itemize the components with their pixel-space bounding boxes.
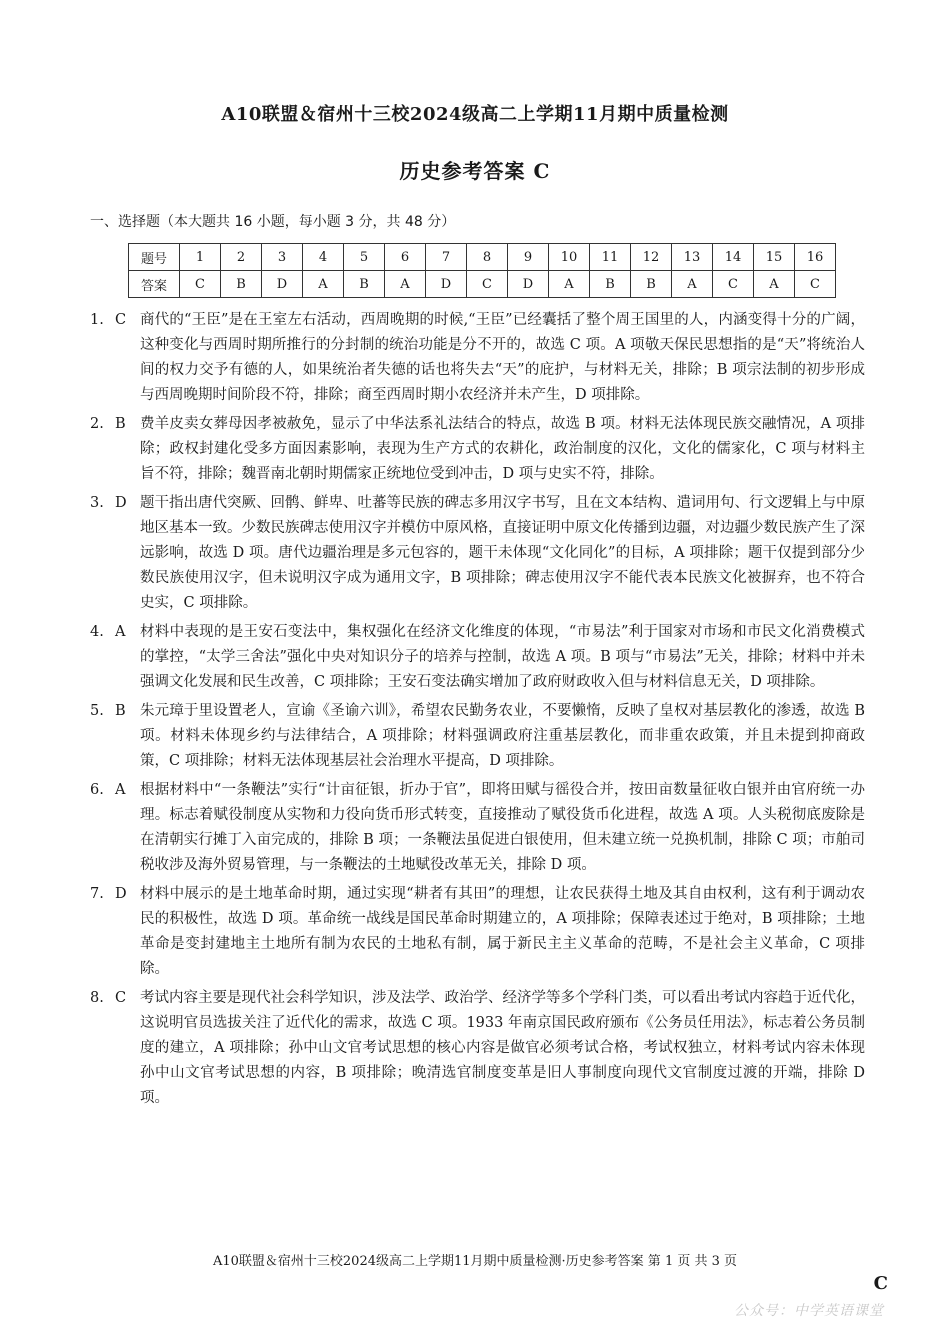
- explanation-text: 材料中展示的是土地革命时期，通过实现“耕者有其田”的理想，让农民获得土地及其自由权利，这有利于调动农民的积极性，故选 D 项。革命统一战线是国民革命时期建立的，A 项排除；保障表述过于绝对，B 项排除；土地革命是变封建地主土地所有制为农民的土地私有制，属于新民主主义革命的范畴，不是社会主义革命，C 项排除。: [140, 886, 865, 977]
- question-explanation: [90, 778, 865, 878]
- explanation-text: 考试内容主要是现代社会科学知识，涉及法学、政治学、经济学等多个学科门类，可以看出考试内容趋于近代化，这说明官员选拔关注了近代化的需求，故选 C 项。1933 年南京国民政府颁布《公务员任用法》，标志着公务员制度的建立，A 项排除；孙中山文官考试思想的核心内容是做官必须考试合格，考试权独立，材料考试内容未体现孙中山文官考试思想的内容，B 项排除；晚清选官制度变革是旧人事制度向现代文官制度过渡的开端，排除 D 项。: [140, 990, 865, 1106]
- row-label-number: 题号: [129, 244, 180, 271]
- answer-cell: B: [344, 271, 385, 298]
- question-explanation: [90, 882, 865, 982]
- question-answer: A: [115, 624, 126, 640]
- section-heading: 一、选择题（本大题共 16 小题，每小题 3 分，共 48 分）: [90, 214, 456, 230]
- answer-cell: A: [303, 271, 344, 298]
- question-number-cell: 7: [426, 244, 467, 271]
- explanation-text: 费羊皮卖女葬母因孝被赦免，显示了中华法系礼法结合的特点，故选 B 项。材料无法体现民族交融情况，A 项排除；政权封建化受多方面因素影响，表现为生产方式的农耕化，政治制度的汉化，文化的儒家化，C 项与材料主旨不符，排除；魏晋南北朝时期儒家正统地位受到冲击，D 项与史实不符，排除。: [140, 416, 865, 482]
- question-answer: C: [115, 312, 127, 328]
- question-number-cell: 3: [262, 244, 303, 271]
- answer-cell: B: [221, 271, 262, 298]
- answer-table: [128, 243, 836, 298]
- question-number-cell: 9: [508, 244, 549, 271]
- question-explanation: [90, 699, 865, 774]
- question-answer: C: [115, 990, 127, 1006]
- explanation-text: 题干指出唐代突厥、回鹘、鲜卑、吐蕃等民族的碑志多用汉字书写，且在文本结构、遣词用句、行文逻辑上与中原地区基本一致。少数民族碑志使用汉字并模仿中原风格，直接证明中原文化传播到边疆，对边疆少数民族产生了深远影响，故选 D 项。唐代边疆治理是多元包容的，题干未体现“文化同化”的目标，A 项排除；题干仅提到部分少数民族使用汉字，但未说明汉字成为通用文字，B 项排除；碑志使用汉字不能代表本民族文化被摒弃，也不符合史实，C 项排除。: [140, 495, 865, 611]
- page-title: A10联盟＆宿州十三校2024级高二上学期11月期中质量检测: [221, 104, 729, 125]
- question-number: 3.: [90, 495, 104, 511]
- question-number: 1.: [90, 312, 104, 328]
- question-number: 4.: [90, 624, 104, 640]
- question-explanation: [90, 620, 865, 695]
- explanation-text: 商代的“王臣”是在王室左右活动，西周晚期的时候,“王臣”已经囊括了整个周王国里的人，内涵变得十分的广阔，这种变化与西周时期所推行的分封制的统治功能是分不开的，故选 C 项。A 项敬天保民思想指的是“天”将统治人间的权力交予有德的人，如果统治者失德的话也将失去“天”的庇护，与材料无关，排除；B 项宗法制的初步形成与西周晚期时间阶段不符，排除；商至西周时期小农经济并未产生，D 项排除。: [140, 312, 865, 403]
- question-number-cell: 15: [754, 244, 795, 271]
- explanation-text: 根据材料中“一条鞭法”实行“计亩征银，折办于官”，即将田赋与徭役合并，按田亩数量征收白银并由官府统一办理。标志着赋役制度从实物和力役向货币形式转变，直接推动了赋役货币化进程，故选 A 项。人头税彻底废除是在清朝实行摊丁入亩完成的，排除 B 项；一条鞭法虽促进白银使用，但未建立统一兑换机制，排除 C 项；市舶司税收涉及海外贸易管理，与一条鞭法的土地赋役改革无关，排除 D 项。: [140, 782, 865, 873]
- answer-cell: A: [672, 271, 713, 298]
- answer-cell: C: [467, 271, 508, 298]
- answer-cell: D: [426, 271, 467, 298]
- question-number-cell: 8: [467, 244, 508, 271]
- page-footer: A10联盟＆宿州十三校2024级高二上学期11月期中质量检测·历史参考答案 第 1 页 共 3 页: [212, 1254, 738, 1269]
- explanation-text: 朱元璋于里设置老人，宣谕《圣谕六训》，希望农民勤务农业，不要懒惰，反映了皇权对基层教化的渗透，故选 B 项。材料未体现乡约与法律结合，A 项排除；材料强调政府注重基层教化，而非重农政策，并且未提到抑商政策，C 项排除；材料无法体现基层社会治理水平提高，D 项排除。: [140, 703, 865, 769]
- question-answer: A: [115, 782, 126, 798]
- question-explanation: [90, 986, 865, 1111]
- answer-cell: A: [549, 271, 590, 298]
- answer-cell: A: [385, 271, 426, 298]
- question-explanation: [90, 412, 865, 487]
- question-answer: B: [115, 703, 126, 719]
- question-number-cell: 4: [303, 244, 344, 271]
- question-number-cell: 11: [590, 244, 631, 271]
- question-number-cell: 1: [180, 244, 221, 271]
- answer-cell: C: [180, 271, 221, 298]
- answer-table-number-row: [129, 244, 836, 271]
- question-explanations: [90, 308, 865, 1115]
- question-number: 7.: [90, 886, 104, 902]
- question-number-cell: 10: [549, 244, 590, 271]
- question-number-cell: 6: [385, 244, 426, 271]
- question-answer: D: [115, 495, 127, 511]
- answer-cell: D: [508, 271, 549, 298]
- answer-table-answer-row: [129, 271, 836, 298]
- page-subtitle: 历史参考答案 C: [399, 159, 551, 183]
- answer-cell: C: [795, 271, 836, 298]
- question-number-cell: 2: [221, 244, 262, 271]
- question-number: 8.: [90, 990, 104, 1006]
- answer-cell: A: [754, 271, 795, 298]
- row-label-answer: 答案: [129, 271, 180, 298]
- question-number-cell: 13: [672, 244, 713, 271]
- question-number-cell: 12: [631, 244, 672, 271]
- watermark: 公众号：中学英语课堂: [734, 1303, 884, 1319]
- question-number: 6.: [90, 782, 104, 798]
- answer-cell: B: [590, 271, 631, 298]
- question-answer: B: [115, 416, 126, 432]
- question-answer: D: [115, 886, 127, 902]
- version-mark: C: [873, 1273, 888, 1294]
- answer-cell: B: [631, 271, 672, 298]
- question-number: 2.: [90, 416, 104, 432]
- explanation-text: 材料中表现的是王安石变法中，集权强化在经济文化维度的体现，“市易法”利于国家对市场和市民文化消费模式的掌控，“太学三舍法”强化中央对知识分子的培养与控制，故选 A 项。B 项与“市易法”无关，排除；材料中并未强调文化发展和民生改善，C 项排除；王安石变法确实增加了政府财政收入但与材料信息无关，D 项排除。: [140, 624, 865, 690]
- question-explanation: [90, 308, 865, 408]
- question-number: 5.: [90, 703, 104, 719]
- question-explanation: [90, 491, 865, 616]
- question-number-cell: 5: [344, 244, 385, 271]
- question-number-cell: 14: [713, 244, 754, 271]
- question-number-cell: 16: [795, 244, 836, 271]
- answer-cell: D: [262, 271, 303, 298]
- answer-cell: C: [713, 271, 754, 298]
